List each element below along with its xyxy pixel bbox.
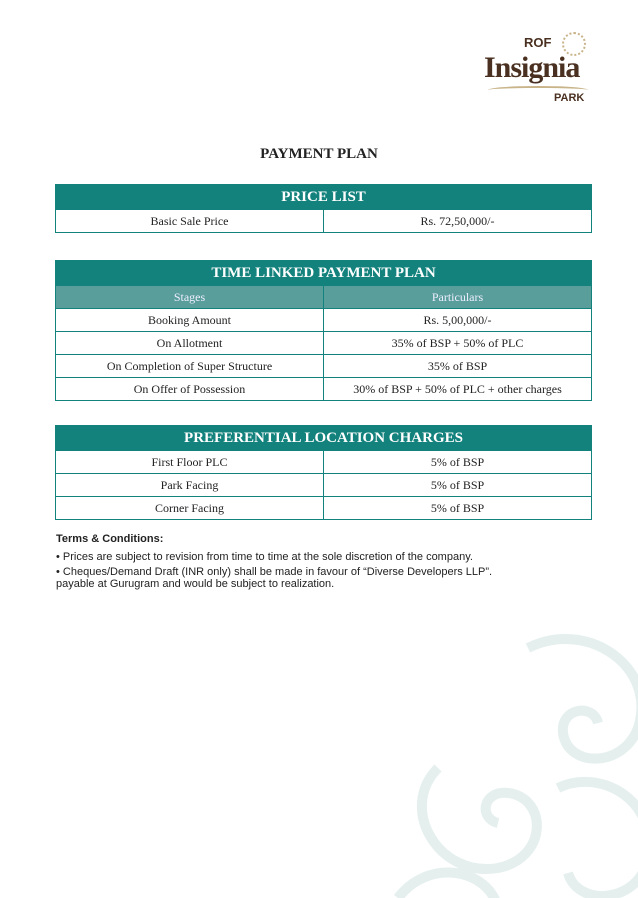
plc-heading: PREFERENTIAL LOCATION CHARGES	[56, 426, 592, 451]
cell: 35% of BSP	[324, 355, 592, 378]
price-list-table	[55, 184, 592, 233]
brand-logo	[480, 36, 600, 116]
cell: 30% of BSP + 50% of PLC + other charges	[324, 378, 592, 401]
logo-name: Insignia	[484, 51, 580, 84]
cell: On Offer of Possession	[56, 378, 324, 401]
cell: Booking Amount	[56, 309, 324, 332]
logo-park: PARK	[554, 92, 585, 104]
page-title: PAYMENT PLAN	[260, 146, 378, 162]
plc-table	[55, 425, 592, 520]
cell: On Allotment	[56, 332, 324, 355]
terms-item: • Prices are subject to revision from time to time at the sole discretion of the company.	[56, 551, 473, 563]
table-row	[56, 355, 592, 378]
table-row	[56, 497, 592, 520]
cell: On Completion of Super Structure	[56, 355, 324, 378]
table-row	[56, 210, 592, 233]
cell: Basic Sale Price	[56, 210, 324, 233]
table-row	[56, 378, 592, 401]
cell: Rs. 5,00,000/-	[324, 309, 592, 332]
cell: Rs. 72,50,000/-	[324, 210, 592, 233]
terms-heading: Terms & Conditions:	[56, 533, 164, 545]
cell: 5% of BSP	[324, 474, 592, 497]
column-header: Stages	[56, 286, 324, 309]
table-row	[56, 309, 592, 332]
time-linked-table	[55, 260, 592, 401]
cell: First Floor PLC	[56, 451, 324, 474]
cell: Park Facing	[56, 474, 324, 497]
logo-rof: ROF	[524, 35, 552, 50]
table-row	[56, 474, 592, 497]
swirl-decoration-icon	[378, 608, 638, 898]
cell: 5% of BSP	[324, 497, 592, 520]
time-linked-heading: TIME LINKED PAYMENT PLAN	[56, 261, 592, 286]
terms-section	[56, 533, 526, 593]
cell: Corner Facing	[56, 497, 324, 520]
table-row	[56, 332, 592, 355]
price-list-heading: PRICE LIST	[56, 185, 592, 210]
terms-item: • Cheques/Demand Draft (INR only) shall be made in favour of “Diverse Developers LLP”. payable at Gurugram and would be subject to realization.	[56, 566, 493, 590]
table-row	[56, 451, 592, 474]
column-header: Particulars	[324, 286, 592, 309]
cell: 5% of BSP	[324, 451, 592, 474]
cell: 35% of BSP + 50% of PLC	[324, 332, 592, 355]
